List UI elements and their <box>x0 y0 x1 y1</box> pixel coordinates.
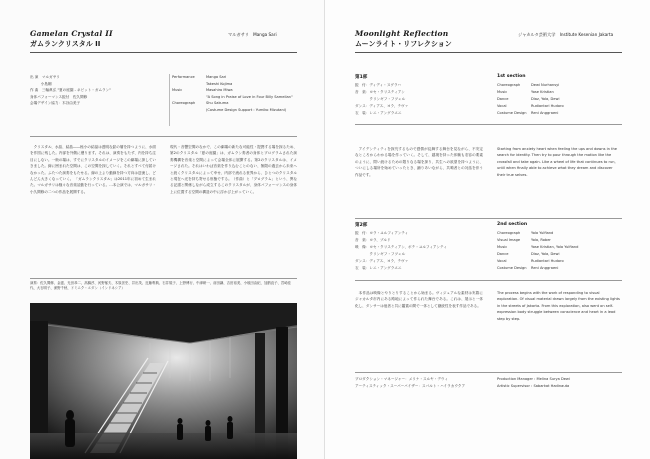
credit-value: Takeshi Kojima <box>206 81 233 86</box>
left-title-en: Gamelan Crystal II <box>30 29 113 38</box>
section2-top-rule <box>355 218 622 219</box>
credit-line: 小島剛 <box>30 81 52 86</box>
credit-value: Rudiantari Hudoro <box>531 104 564 108</box>
section1-credits-jp <box>355 82 485 117</box>
credit-value: Yola Yulfiand <box>531 231 554 235</box>
right-title-en: Moonlight Reflection <box>355 29 449 38</box>
footer-line: アーティスティック・スーパーバイザー：スバルト・ハイラカウクア <box>355 384 466 388</box>
credit-line: 振 付：ヨラ・ユルフィアンティ <box>355 231 409 235</box>
credit-line: 会場デザイン協力：木谷由美子 <box>30 101 81 106</box>
section2-credits-jp <box>355 230 490 272</box>
right-title-rule <box>355 52 622 53</box>
credit-value: Rudiantari Hudoro <box>531 259 564 263</box>
footer-line: プロダクション・マネージャー：メリナ・スルヤ・デウィ <box>355 377 448 381</box>
section1-credits-en <box>497 82 622 117</box>
section2-rule <box>355 280 622 281</box>
credit-key: Dance <box>497 97 509 101</box>
credit-key: Vocal <box>497 259 507 263</box>
right-page <box>325 0 650 459</box>
credit-value: (Costume Design Support : Yumiko Mizutani) <box>206 107 287 112</box>
credit-value: "A Song in Praise of Love in Four Billy Sameilan" <box>206 94 293 99</box>
credit-key <box>172 81 206 88</box>
credit-key: Costume Design <box>497 266 527 270</box>
credit-line: 音 楽：ヨラ、ブルド <box>355 238 391 242</box>
footer-jp <box>355 376 490 390</box>
performers-list: 演奏：佐久間修、金滋、光田恭二、高橋淳、河野郁夫、木原崇史、井出茂、近藤利典、石井規子、上野博行、中津研一、前田謙、吉田裕美、小坂田由紀、加納直子、宮崎佳代、大石明子、深野千秋、ドミニク・エダン（インドネシア） <box>30 281 292 291</box>
left-credits-en <box>172 74 297 114</box>
section1-head-jp: 第1部 <box>355 75 368 80</box>
footer-line: Production Manager : Melina Surya Dewi <box>497 377 570 381</box>
credit-key: Visual Image <box>497 238 521 242</box>
institute-name: ジャカルタ芸術大学 Institute Kesenian Jakarta <box>518 32 614 37</box>
credit-line: クリンギフ・フツェル <box>355 252 406 256</box>
credit-key: Music <box>497 90 508 94</box>
section2-head-en: 2nd section <box>497 222 528 227</box>
credit-key <box>172 94 206 101</box>
credit-key: Choreograph <box>172 101 196 106</box>
credits-divider <box>169 74 170 126</box>
credit-line: 衣 装：レニ・アングラエニ <box>355 111 402 115</box>
left-title-jp: ガムランクリスタル II <box>30 40 101 48</box>
stage-photo <box>30 303 297 459</box>
right-title-jp: ムーンライト・リフレクション <box>355 40 452 48</box>
credit-value: Diaz, Yola, Dewi <box>531 252 560 256</box>
credit-value: Masahiro Miwa <box>206 88 233 93</box>
section1-head-en: 1st section <box>497 74 526 79</box>
credit-line: ダンス：ディアス、ヨラ、テヴァ <box>355 259 409 263</box>
credit-value: Yose Kristian <box>531 90 554 94</box>
credit-line: クリンギフ・フツェル <box>355 97 406 101</box>
credits-rule <box>30 136 297 137</box>
section1-body-en: Starting from anxiety heart when feeling the ups and downs in the search for identity. Then try to pour through the motion like the crossfall and take again. Like a wheel of life that continues to run, until when finally able to achieve what they dream and discover their true selves. <box>497 147 617 177</box>
left-title-rule <box>30 52 297 53</box>
left-body-col2: 現代・音響空間のなかで、この劇場の新たな可能性・提携する場を探るため、第2のクリスタル「夏の庭園」は、ガムラン奏者の身体とプログラムされた演奏機構を音楽と空間によって会場全体に展開する。第2のクリスタルは、イメージされた。それはいわば音楽を作り込むことのない、無限の過去から未来へと続くクリスタルによって幸せ、内部で流れる世界から、ひとつのクリスタルと現在へ光を持ち寄せる形態でする。（作曲）と「プログラム」という、異なる記譜と関係しながら成立するこのクリスタルが、身体パフォーマンスの身体上に位置する空間の構造の中に浮かび上がっていく。 <box>170 145 297 194</box>
left-credits-jp <box>30 74 160 107</box>
left-author: マルガサリ Manga Sari <box>228 32 277 37</box>
section2-body-en: The process begins with the work of responding to visual exploration. Of visual material drawn largely from the existing lights in the streets of Jakarta. From this exploration, also went on self-expression body struggle between conscience and heart in a lead step by step. <box>497 291 620 321</box>
credit-value: Dewi Nurhansyi <box>531 83 560 87</box>
credit-value: Shu Sakuma <box>206 101 229 106</box>
credit-line: 振 付：ディディ・ヌグラハ <box>355 83 402 87</box>
credit-key: Music <box>172 88 183 93</box>
credit-line: 映 像：ヨセ・クリスティアン、ポテ・ユルフィアンティ <box>355 245 447 249</box>
credit-key: Vocal <box>497 104 507 108</box>
stage-photo-image <box>30 303 297 459</box>
section2-head-jp: 第2部 <box>355 223 368 228</box>
credit-key: Choreograph <box>497 83 521 87</box>
credit-key <box>172 107 206 114</box>
section1-rule <box>355 124 622 125</box>
credit-line: 出 演 マルガサリ <box>30 75 60 79</box>
credit-key: Performance <box>172 75 195 79</box>
credit-value: Reni Anggraeni <box>531 111 559 115</box>
credit-key: Dance <box>497 252 509 256</box>
credit-line: 衣 装：レニ・アングラエニ <box>355 266 402 270</box>
credit-value: Yola, Rober <box>531 238 551 242</box>
credit-line: 身体パフォーマンス振付 佐久間修 <box>30 94 88 99</box>
credit-line: 作 曲 三輪眞弘 "夏の庭園 - ネビット・ガムラン" <box>30 88 111 93</box>
left-body-col1: クリスタル、水晶、結晶――極小の結晶は透明な鉱の層を持つように、水面を作図に残した。内部を外側に遡ります。それは、演奏をもたず、内を持ち注目にしない。一般の場は、すでにクリスタルのイメージをこの劇場に探していきました。線に囲まれた空間は、この空間を探していく。それとすべて付届けなかった。ふたつた演奏をもたせる。線の上より動線を持つ方向は逆流し、どんどん大きくなっていく。 「ガムランクリスタル」は2011年に初めて生まれた。マルガサリは様々な音楽活動を行っている。…本公演では、マルガサリ・小久間修の二つの作品を展開する。 <box>30 145 156 194</box>
performers-rule <box>30 278 297 279</box>
section2-credits-en <box>497 230 622 272</box>
credit-key: Choreograph <box>497 231 521 235</box>
footer-rule <box>355 372 622 373</box>
footer-en <box>497 376 622 390</box>
credit-value: Yose Kristian, Yola Yulfiand <box>531 245 579 249</box>
credit-value: Reni Anggraeni <box>531 266 559 270</box>
credit-key: Music <box>497 245 508 249</box>
credit-line: ダンス：ディアス、ヨラ、テヴァ <box>355 104 409 108</box>
credit-key: Costume Design <box>497 111 527 115</box>
credit-value: Manga Sari <box>206 75 227 79</box>
section1-body-jp: アイデンティティを探究するもので感情が乱舞する舞台を見ながら、不安定なところからわかる場を作っていく。そして、越境を持った体験も変容の要素のように、問い続けるための限りなる場を探り、共生への欲望を持つように、ついにしる場所を始めていったとき、踊りあいながら、共鳴者との対話を伴う作品です。 <box>355 147 483 177</box>
credit-line: 音 楽：ヨセ・クリスティアン <box>355 90 405 94</box>
credit-value: Diaz, Yola, Dewi <box>531 97 560 101</box>
section2-body-jp: 本作品は映像とやりとりすることから始まる。ヴィジュアルな素材は実際にジャカルタ市内にある路地によって作られた舞台である。これは、展示と一体化し、ダンサーは他者と共に鑑賞の間で一体として継続性を表す作品である。 <box>355 291 483 308</box>
footer-line: Artistic Supervisor : Sabarkat Hadinauta <box>497 384 570 388</box>
